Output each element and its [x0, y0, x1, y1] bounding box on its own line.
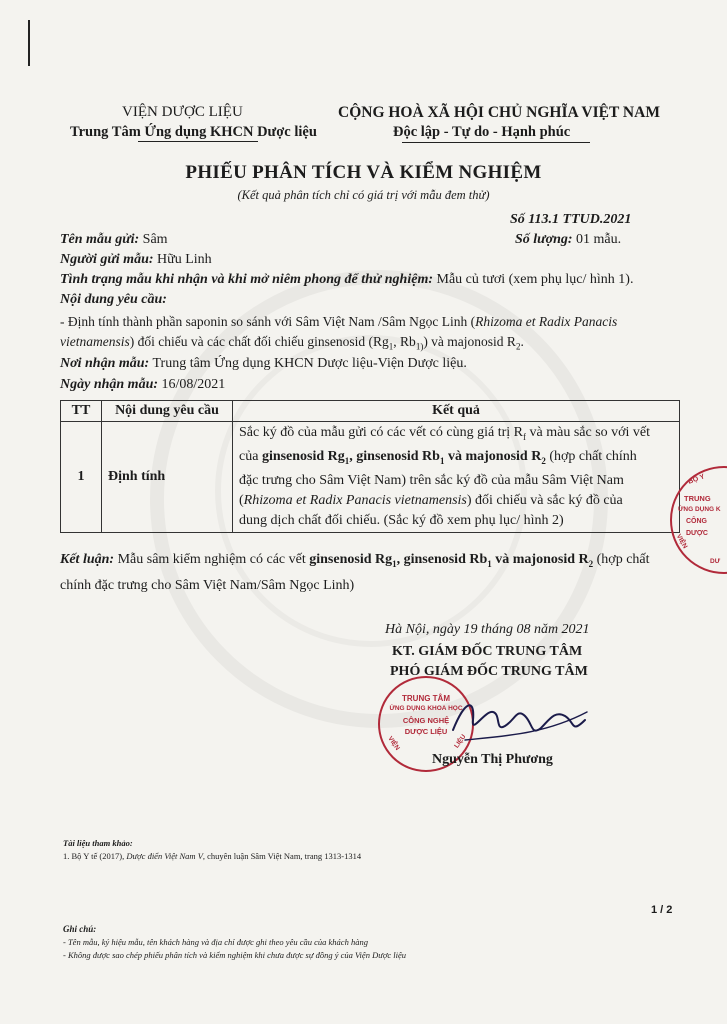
note-1: - Tên mẫu, ký hiệu mẫu, tên khách hàng và địa chỉ được ghi theo yêu cầu của khách hàng — [63, 937, 368, 947]
results-table — [60, 400, 680, 533]
sender-row: Người gửi mẫu: Hữu Linh — [60, 252, 212, 267]
sample-quantity-row: Số lượng: 01 mẫu. — [515, 232, 622, 247]
country-name: CỘNG HOÀ XÃ HỘI CHỦ NGHĨA VIỆT NAM — [338, 104, 660, 121]
conclusion: Kết luận: Mẫu sâm kiểm nghiệm có các vết ginsenosid $Rg_1$, ginsenosid $Rb_1$ và majonosid $R_2$ (hợp chất chính đặc trưng cho Sâm Việt Nam/Sâm Ngọc Linh) — [60, 552, 650, 593]
institute-name: VIỆN DƯỢC LIỆU — [122, 104, 243, 120]
row-tt: 1 — [61, 422, 102, 533]
references-label: Tài liệu tham khảo: — [63, 838, 133, 848]
margin-mark — [28, 20, 30, 66]
request-line-2: vietnamensis) đối chiếu và các chất đối chiếu ginsenosid ($Rg_1$, $Rb_{1)}$) và majonosid $R_2$. — [60, 334, 524, 352]
motto-underline — [402, 142, 590, 143]
note-2: - Không được sao chép phiếu phân tích và kiểm nghiệm khi chưa được sự đồng ý của Viện Dược liệu — [63, 950, 407, 960]
center-name: Trung Tâm Ứng dụng KHCN Dược liệu — [70, 124, 317, 140]
sample-name-row: Tên mẫu gửi: Sâm — [60, 232, 168, 247]
receive-date-row: Ngày nhận mẫu: 16/08/2021 — [60, 377, 226, 392]
side-stamp: BỘ Y TRUNG ỨNG DỤNG K CÔNG DƯỢC VIỆN DƯ — [670, 466, 727, 574]
page-title: PHIẾU PHÂN TÍCH VÀ KIỂM NGHIỆM — [185, 162, 542, 183]
signer-role-1: KT. GIÁM ĐỐC TRUNG TÂM — [392, 644, 583, 659]
table-row — [61, 422, 680, 533]
official-stamp: TRUNG TÂM ỨNG DỤNG KHOA HỌC CÔNG NGHỆ DƯỢC LIỆU VIỆN LIỆU — [378, 676, 474, 772]
handwritten-signature — [445, 690, 595, 755]
notes-label: Ghi chú: — [63, 924, 97, 934]
request-label: Nội dung yêu cầu: — [60, 292, 167, 307]
reference-item: 1. Bộ Y tế (2017), Dược điển Việt Nam V, chuyên luận Sâm Việt Nam, trang 1313-1314 — [63, 851, 362, 861]
page-subtitle: (Kết quả phân tích chỉ có giá trị với mẫu đem thử) — [237, 188, 490, 202]
motto: Độc lập - Tự do - Hạnh phúc — [393, 124, 571, 140]
request-line-1: - Định tính thành phần saponin so sánh với Sâm Việt Nam /Sâm Ngọc Linh (Rhizoma et Radix Panacis — [60, 314, 618, 329]
header-content: Nội dung yêu cầu — [102, 401, 233, 422]
row-result: Sắc ký đồ của mẫu gửi có các vết có cùng giá trị $R_f$ và màu sắc so với vết của ginsenosid $Rg_1$, ginsenosid $Rb_1$ và majonosid $R_2$ (hợp chất chính đặc trưng cho Sâm Việt Nam) trên sắc ký đồ của mẫu Sâm Việt Nam (Rhizoma et Radix Panacis vietnamensis) đối chiếu và sắc ký đồ của dung dịch chất đối chiếu. (Sắc ký đồ xem phụ lục/ hình 2) — [233, 422, 680, 533]
condition-row: Tình trạng mẫu khi nhận và khi mở niêm phong để thử nghiệm: Mẫu củ tươi (xem phụ lục/ hình 1). — [60, 272, 634, 287]
header-result: Kết quả — [233, 401, 680, 422]
row-content: Định tính — [102, 422, 233, 533]
signer-name: Nguyễn Thị Phương — [432, 752, 553, 767]
page-number: 1 / 2 — [651, 904, 673, 916]
document-number: Số 113.1 TTUD.2021 — [510, 212, 632, 227]
signer-role-2: PHÓ GIÁM ĐỐC TRUNG TÂM — [390, 664, 588, 679]
table-header-row — [61, 401, 680, 422]
receiver-row: Nơi nhận mẫu: Trung tâm Ứng dụng KHCN Dược liệu-Viện Dược liệu. — [60, 356, 467, 371]
place-date: Hà Nội, ngày 19 tháng 08 năm 2021 — [385, 622, 590, 637]
header-tt: TT — [61, 401, 102, 422]
center-underline — [138, 141, 258, 142]
